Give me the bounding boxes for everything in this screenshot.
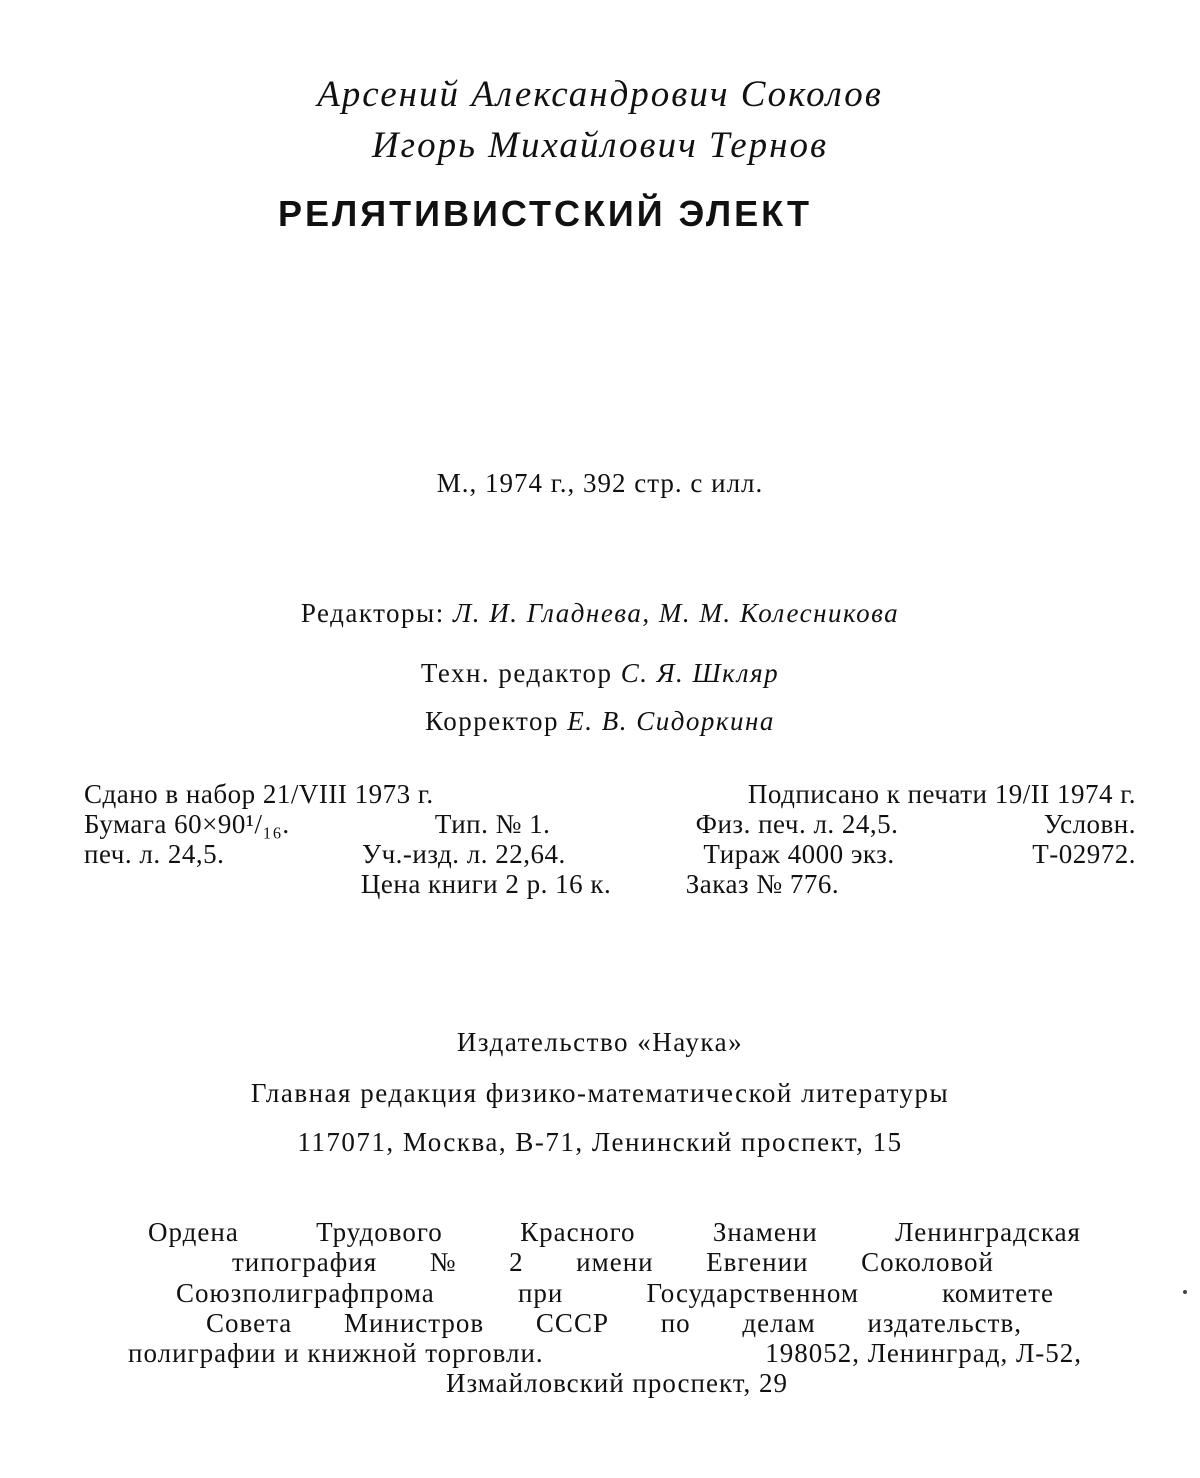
publisher-department: Главная редакция физико-математической литературы — [250, 1078, 950, 1108]
type-number: Тип. № 1. — [434, 809, 551, 839]
printer-line-3 — [176, 1280, 1054, 1307]
printer-word: № — [429, 1247, 457, 1277]
printer-word: СССР — [535, 1308, 609, 1338]
printer-word: типография — [232, 1247, 378, 1277]
tech-editor-line — [0, 660, 1200, 687]
printer-word: Трудового — [316, 1217, 443, 1247]
imprint-line: М., 1974 г., 392 стр. с илл. — [436, 468, 764, 498]
printer-line-6: Измайловский проспект, 29 — [446, 1368, 788, 1398]
printer-word: 198052, Ленинград, Л-52, — [765, 1338, 1082, 1368]
paper-format: Бумага 60×90¹/₁₆. — [84, 809, 290, 839]
printer-word: издательств, — [867, 1308, 1022, 1338]
book-price: Цена книги 2 р. 16 к. — [360, 869, 612, 899]
print-details-line-3 — [84, 841, 1136, 868]
print-details-line-4 — [0, 871, 1200, 898]
typesetting-date: Сдано в набор 21/VIII 1973 г. — [84, 779, 434, 809]
printer-line-2 — [232, 1249, 994, 1276]
print-details-line-2 — [84, 811, 1136, 838]
author-2: Игорь Михайлович Тернов — [371, 125, 829, 166]
printer-line-1 — [148, 1219, 1081, 1246]
printer-word: по — [660, 1308, 691, 1338]
corrector-name: Е. В. Сидоркина — [567, 706, 775, 736]
tech-editor-label: Техн. редактор — [420, 658, 613, 688]
printer-word: Союзполиграфпрома — [176, 1278, 435, 1308]
publisher-name: Издательство «Наука» — [456, 1027, 744, 1057]
printer-word: комитете — [942, 1278, 1054, 1308]
order-number: Заказ № 776. — [685, 869, 840, 899]
publisher-sheets: Уч.-изд. л. 22,64. — [361, 839, 566, 869]
printed-sheets: печ. л. 24,5. — [84, 839, 225, 869]
physical-sheets: Физ. печ. л. 24,5. — [695, 809, 899, 839]
printer-word: Евгении — [706, 1247, 809, 1277]
printer-word: Красного — [520, 1217, 636, 1247]
printer-word: Соколовой — [861, 1247, 994, 1277]
print-details-line-1 — [84, 781, 1136, 808]
printer-line-4 — [206, 1310, 1022, 1337]
printer-word: Совета — [206, 1308, 293, 1338]
conditional-label: Условн. — [1043, 809, 1136, 839]
printer-word: при — [517, 1278, 564, 1308]
book-title: РЕЛЯТИВИСТСКИЙ ЭЛЕКТ — [277, 193, 813, 234]
tech-editor-name: С. Я. Шкляр — [620, 658, 780, 688]
printer-word: Государственном — [646, 1278, 859, 1308]
printer-word: Ленинградская — [895, 1217, 1081, 1247]
publisher-address: 117071, Москва, В-71, Ленинский проспект, 15 — [297, 1127, 903, 1157]
printer-word: делам — [742, 1308, 816, 1338]
editors-names: Л. И. Гладнева, М. М. Колесникова — [452, 598, 900, 628]
catalog-code: Т-02972. — [1032, 839, 1136, 869]
scan-speck — [1183, 1290, 1187, 1294]
print-run: Тираж 4000 экз. — [703, 839, 895, 869]
author-1: Арсений Александрович Соколов — [317, 74, 883, 115]
printer-word: Знамени — [712, 1217, 818, 1247]
printer-word: полиграфии и книжной торговли. — [128, 1338, 544, 1368]
printer-word: 2 — [509, 1247, 524, 1277]
editors-line — [0, 600, 1200, 627]
printer-word: имени — [576, 1247, 654, 1277]
printer-word: Министров — [343, 1308, 485, 1338]
editors-label: Редакторы: — [300, 598, 445, 628]
printer-word: Ордена — [148, 1217, 239, 1247]
corrector-line — [0, 708, 1200, 735]
printer-line-5 — [128, 1340, 1082, 1367]
signed-date: Подписано к печати 19/II 1974 г. — [747, 779, 1136, 809]
corrector-label: Корректор — [425, 706, 559, 736]
